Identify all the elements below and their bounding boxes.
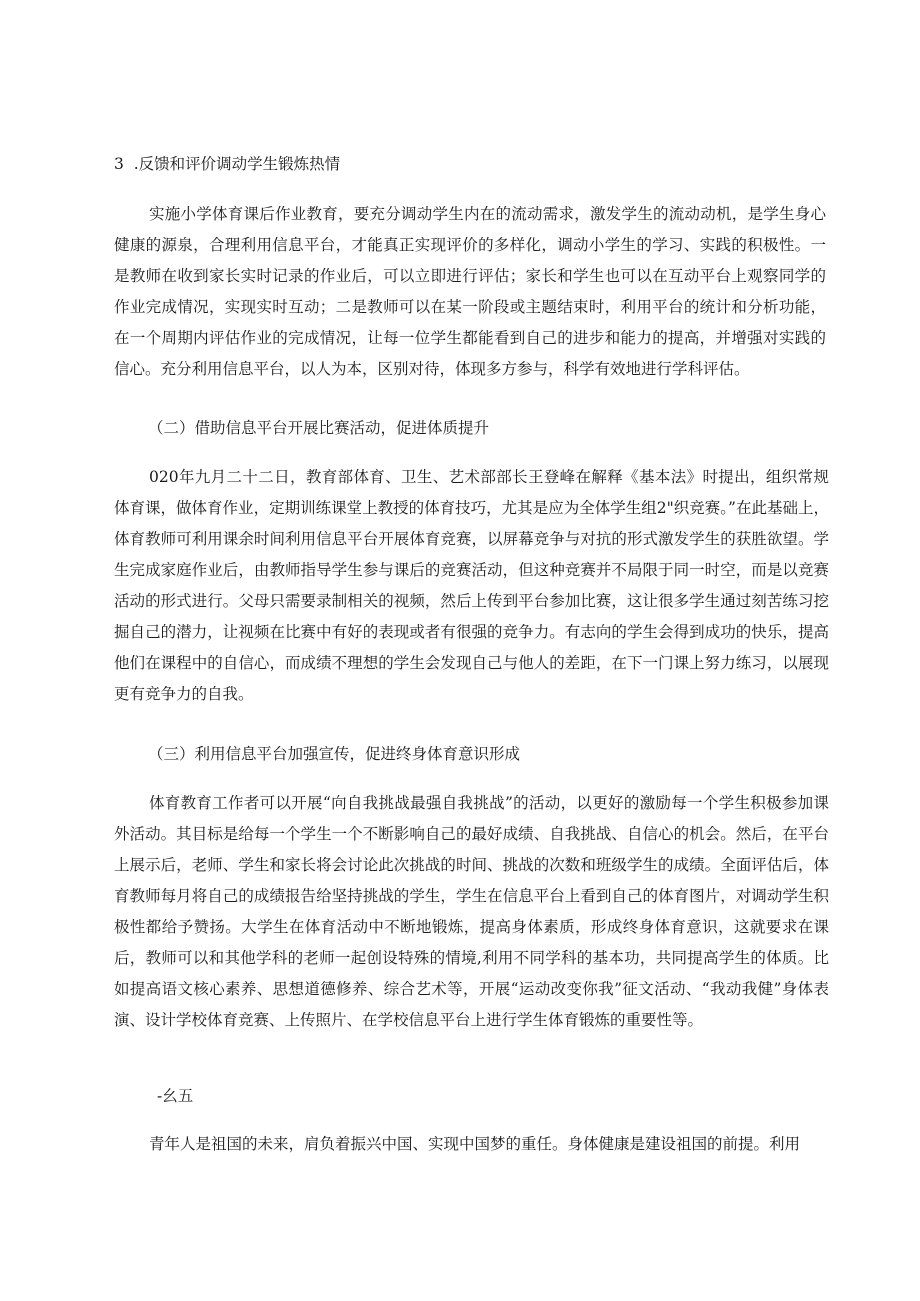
paragraph-youth: 青年人是祖国的未来，肩负着振兴中国、实现中国梦的重任。身体健康是建设祖国的前提。利用 <box>149 1135 801 1153</box>
section-heading-3b: （三）利用信息平台加强宣传，促进终身体育意识形成 <box>148 745 521 763</box>
section-heading-2: （二）借助信息平台开展比赛活动，促进体质提升 <box>148 419 490 437</box>
paragraph-feedback: 实施小学体育课后作业教育，要充分调动学生内在的流动需求，激发学生的流动动机，是学生身心健康的源泉，合理利用信息平台，才能真正实现评价的多样化，调动小学生的学习、实践的积极性。一是教师在收到家长实时记录的作业后，可以立即进行评估；家长和学生也可以在互动平台上观察同学的作业完成情况，实现实时互动；二是教师可以在某一阶段或主题结束时，利用平台的统计和分析功能，在一个周期内评估作业的完成情况，让每一位学生都能看到自己的进步和能力的提高，并增强对实践的信心。充分利用信息平台，以人为本，区别对待，体现多方参与，科学有效地进行学科评估。 <box>114 205 826 378</box>
section-heading-3: 3 .反馈和评价调动学生锻炼热情 <box>114 155 341 173</box>
paragraph-competition: 020年九月二十二日，教育部体育、卫生、艺术部部长王登峰在解释《基本法》时提出，组织常规体育课，做体育作业，定期训练课堂上教授的体育技巧，尤其是应为全体学生组2"织竞赛。”在此基础上，体育教师可利用课余时间利用信息平台开展体育竞赛，以屏幕竞争与对抗的形式激发学生的获胜欲望。学生完成家庭作业后，由教师指导学生参与课后的竞赛活动，但这种竞赛并不局限于同一时空，而是以竞赛活动的形式进行。父母只需要录制相关的视频，然后上传到平台参加比赛，这让很多学生通过刻苦练习挖掘自己的潜力，让视频在比赛中有好的表现或者有很强的竞争力。有志向的学生会得到成功的快乐，提高他们在课程中的自信心，而成绩不理想的学生会发现自己与他人的差距，在下一门课上努力练习，以展现更有竞争力的自我。 <box>114 468 829 703</box>
paragraph-promotion: 体育教育工作者可以开展“向自我挑战最强自我挑战”的活动，以更好的激励每一个学生积极参加课外活动。其目标是给每一个学生一个不断影响自己的最好成绩、自我挑战、自信心的机会。然后，在平台上展示后，老师、学生和家长将会讨论此次挑战的时间、挑战的次数和班级学生的成绩。全面评估后，体育教师每月将自己的成绩报告给坚持挑战的学生，学生在信息平台上看到自己的体育图片，对调动学生积极性都给予赞扬。大学生在体育活动中不断地锻炼，提高身体素质，形成终身体育意识，这就要求在课后，教师可以和其他学科的老师一起创设特殊的情境,利用不同学科的基本功，共同提高学生的体质。比如提高语文核心素养、思想道德修养、综合艺术等，开展“运动改变你我”征文活动、“我动我健”身体表演、设计学校体育竞赛、上传照片、在学校信息平台上进行学生体育锻炼的重要性等。 <box>114 794 829 1029</box>
section-heading-5: -幺五 <box>157 1087 194 1105</box>
